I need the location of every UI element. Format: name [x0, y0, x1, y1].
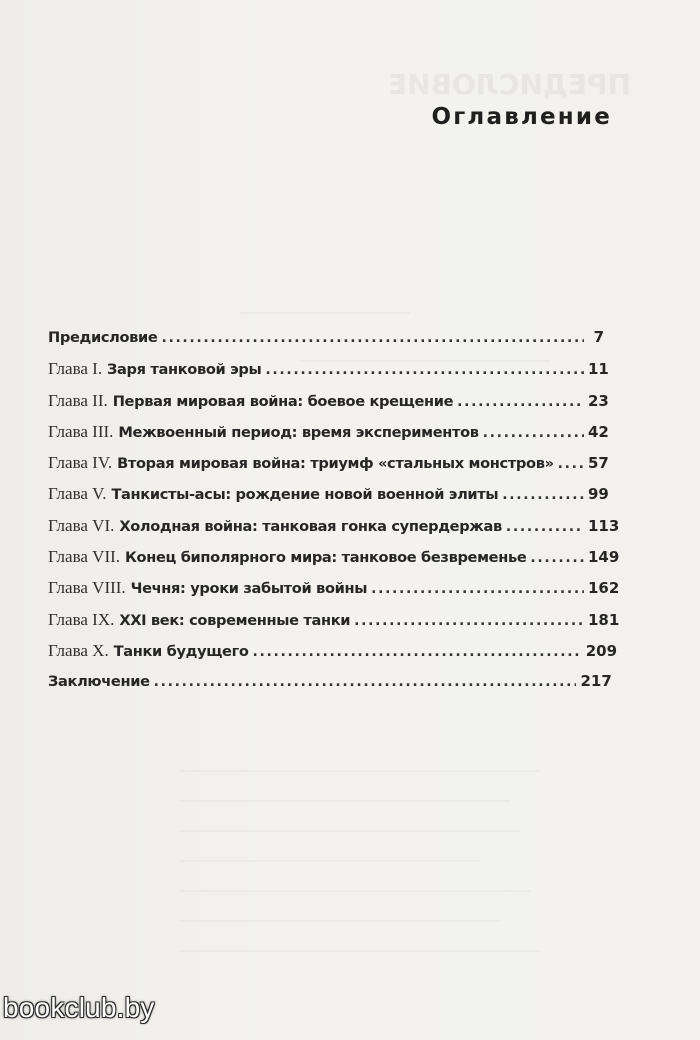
toc-entry: [48, 640, 618, 672]
toc-entry: [48, 390, 609, 422]
toc-leader-dots: [154, 674, 577, 690]
toc-entry: [48, 359, 609, 390]
toc-title: Заря танковой эры: [107, 361, 262, 379]
toc-chapter-number: Глава I.: [48, 359, 103, 379]
show-through-line: [240, 312, 410, 314]
toc-leader-dots: [253, 644, 582, 660]
toc-chapter-number: Глава IX.: [48, 609, 115, 629]
toc-page-number: 181: [588, 610, 620, 629]
toc-entry: [48, 515, 620, 547]
toc-page-number: 57: [588, 454, 609, 473]
toc-entry: [48, 609, 620, 641]
toc-entry: [48, 672, 612, 703]
toc-page-number: 162: [588, 579, 620, 598]
toc-leader-dots: [161, 330, 584, 346]
show-through-line: [180, 920, 500, 922]
toc-title: Вторая мировая война: триумф «стальных монстров»: [117, 455, 554, 473]
show-through-line: [180, 800, 510, 802]
toc-leader-dots: [457, 394, 584, 410]
show-through-line: [180, 890, 530, 892]
table-of-contents: [48, 328, 620, 704]
toc-page-number: 113: [588, 516, 620, 535]
toc-entry: [48, 547, 620, 578]
bookclub-watermark: bookclub.by: [3, 992, 155, 1023]
toc-leader-dots: [530, 550, 584, 566]
contents-heading: Оглавление: [431, 104, 612, 130]
toc-chapter-number: Глава VIII.: [48, 578, 126, 598]
toc-title: Танкисты-асы: рождение новой военной элиты: [111, 486, 499, 504]
toc-page-number: 99: [588, 485, 609, 504]
show-through-line: [180, 830, 520, 832]
toc-chapter-number: Глава IV.: [48, 453, 113, 473]
toc-leader-dots: [371, 581, 584, 597]
toc-chapter-number: Глава V.: [48, 484, 107, 504]
toc-page-number: 23: [588, 391, 609, 410]
show-through-line: [180, 950, 540, 952]
toc-title: Межвоенный период: время экспериментов: [118, 423, 479, 441]
toc-entry: [48, 421, 609, 453]
toc-chapter-number: Глава II.: [48, 390, 108, 410]
toc-leader-dots: [265, 362, 584, 378]
toc-chapter-number: Глава VII.: [48, 547, 121, 567]
toc-chapter-number: Глава X.: [48, 640, 109, 660]
toc-title: Холодная война: танковая гонка супердержав: [119, 517, 502, 535]
toc-leader-dots: [354, 613, 584, 629]
toc-entry: [48, 453, 609, 484]
toc-leader-dots: [483, 425, 584, 441]
toc-page-number: 11: [588, 360, 609, 379]
toc-title: Танки будущего: [113, 642, 249, 660]
show-through-line: [180, 770, 540, 772]
toc-title: Конец биполярного мира: танковое безвременье: [124, 549, 527, 567]
toc-chapter-number: Глава III.: [48, 421, 114, 441]
toc-page-number: 7: [593, 328, 604, 346]
toc-leader-dots: [558, 456, 584, 472]
toc-title: Чечня: уроки забытой войны: [130, 580, 368, 598]
toc-page-number: 209: [585, 641, 618, 660]
toc-entry: [48, 328, 604, 359]
toc-leader-dots: [506, 519, 584, 535]
toc-chapter-number: Глава VI.: [48, 515, 115, 535]
toc-page-number: 42: [588, 422, 609, 441]
toc-page-number: 149: [588, 548, 620, 567]
show-through-line: [180, 860, 480, 862]
toc-leader-dots: [502, 487, 584, 503]
toc-entry: [48, 578, 620, 609]
toc-title: XXI век: современные танки: [119, 611, 351, 629]
toc-title: Заключение: [48, 673, 150, 691]
toc-title: Первая мировая война: боевое крещение: [112, 392, 454, 410]
toc-entry: [48, 484, 609, 515]
toc-page-number: 217: [580, 672, 612, 691]
show-through-heading: ПРЕДИСЛОВИЕ: [388, 68, 631, 101]
toc-title: Предисловие: [48, 329, 158, 346]
